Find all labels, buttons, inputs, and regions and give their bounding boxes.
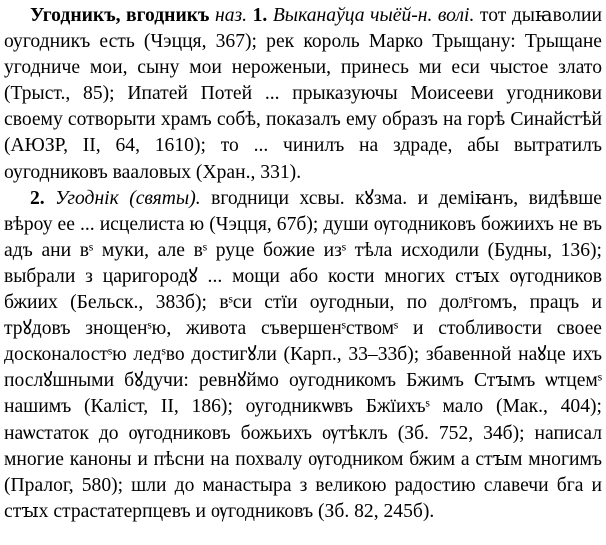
- sense-2-citations: вгодници хсвы. кꙋзма. и демiꙗнъ, видѣвше вѣроу ее ... исцелиста ю (Чэцця, 67б); души ѹгодниковъ божиихъ не въ адъ ани вˢ муки, але вˢ руце божие изˢ тѣла исходили (Будны, 136); выбрали з царигородꙋ ... мощи або кости многих стꙑх ѹгодников бжиих (Бельск., 383б); вˢси стїи оугодныи, по долˢгомъ, працъ и трꙋдовъ знощенˢю, живота съвершенˢствомˢ и стобливости своее досконалостˢю ледˢво достигꙋли (Карп., 33–33б); збавенной наꙋце ихъ послꙋшными бꙋдучи: ревнꙋймо оугодникомъ Бжимъ Стꙑмъ ѡтцемˢ нашимъ (Каліст, II, 186); оугодникѡвъ Бжїихъˢ мало (Мак., 404); наѡстаток до ѹгодниковъ божьихъ ѹтѣклъ (Зб. 752, 34б); написал многие каноны и пѣсни на похвалу ѹгодником бжим а стꙑм многимъ (Пралог, 580); шли до манастыра з великою радостию славечи бга и стꙑх страстатерпцевъ и ѹгодниковъ (Зб. 82, 245б).: [4, 187, 602, 522]
- sense-2-paragraph: [4, 186, 602, 525]
- sense-1-gloss: Выканаўца чыёй-н. волі.: [272, 5, 475, 26]
- sense-2-gloss: Угоднік (святы).: [55, 187, 201, 209]
- headword: Угодникъ, вгодникъ: [30, 5, 210, 26]
- sense-1-paragraph: [4, 3, 602, 186]
- sense-1-number: 1.: [252, 5, 268, 26]
- sense-1-citations: тот дыꙗволии оугодникъ есть (Чэцця, 367); рек король Марко Трыщану: Трыщане угодниче мои, сыну мои нероженыи, принесь ми еси чыстое злато (Трыст., 85); Ипатей Потей ... прыказуючы Моисееви угодникови своему сотворыти храмъ собѣ, показалъ ему образъ на горѣ Синайстѣй (АЮЗР, II, 64, 1610); то ... чинилъ на здраде, абы вытратилъ оугодниковъ вааловых (Хран., 331).: [4, 5, 602, 183]
- part-of-speech: наз.: [215, 5, 248, 26]
- sense-2-number: 2.: [30, 187, 45, 209]
